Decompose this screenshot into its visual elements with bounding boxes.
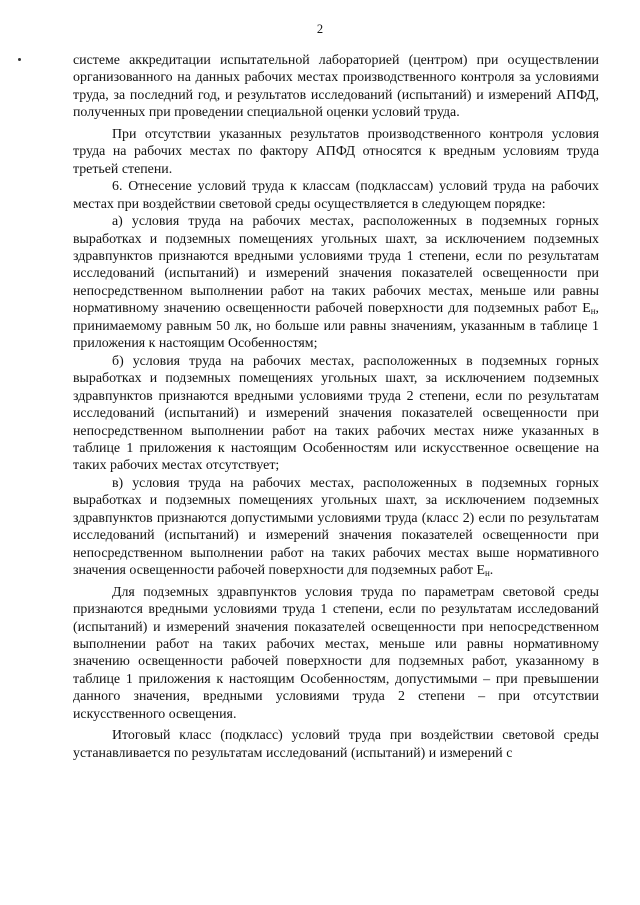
sub-a-text-end: , принимаемому равным 50 лк, но больше или равны значениям, указанным в таблице 1 приложения к настоящим Особенностям; — [73, 301, 599, 352]
norm-subscript: н — [590, 306, 596, 317]
paragraph-final-class: Итоговый класс (подкласс) условий труда при воздействии световой среды устанавливается по результатам исследований (испытаний) и измерений с — [73, 728, 599, 761]
page-number: 2 — [316, 22, 324, 36]
paragraph-item-6: 6. Отнесение условий труда к классам (подклассам) условий труда на рабочих местах при воздействии световой среды осуществляется в следующем порядке: — [73, 179, 599, 212]
norm-subscript: н — [484, 568, 490, 579]
paragraph-sub-b: б) условия труда на рабочих местах, расположенных в подземных горных выработках и подземных помещениях угольных шахт, за исключением подземных здравпунктов признаются вредными условиями труда 2 степени, если по результатам исследований (испытаний) и измерений значения показателей освещенности при непосредственном выполнении работ на таких рабочих местах ниже указанных в таблице 1 приложения к настоящим Особенностям или искусственное освещение на таких рабочих местах отсутствует; — [73, 353, 599, 474]
paragraph-sub-a — [73, 213, 599, 353]
paragraph-no-results: При отсутствии указанных результатов производственного контроля условия труда на рабочих местах по фактору АПФД относятся к вредным условиям труда третьей степени. — [73, 126, 599, 177]
paragraph-continuation: системе аккредитации испытательной лабораторией (центром) при осуществлении организованного на данных рабочих местах производственного контроля за условиями труда, за последний год, и результатов исследований (испытаний) и измерений АПФД, полученных при проведении специальной оценки условий труда. — [73, 53, 599, 121]
sub-v-text: в) условия труда на рабочих местах, расположенных в подземных горных выработках и подземных помещениях угольных шахт, за исключением подземных здравпунктов признаются допустимыми условиями труда (класс 2) если по результатам исследований (испытаний) и измерений значения показателей освещенности при непосредственном выполнении работ на таких рабочих местах выше нормативного значения освещенности рабочей поверхности для подземных работ Е — [73, 475, 599, 579]
sub-v-text-end: . — [489, 563, 494, 579]
scan-speck — [18, 58, 21, 61]
document-body — [73, 52, 599, 762]
paragraph-health-posts: Для подземных здравпунктов условия труда по параметрам световой среды признаются вредными условиями труда 1 степени, если по результатам исследований (испытаний) и измерений значения показателей освещенности при непосредственном выполнении работ на таких рабочих местах, меньше или равны нормативному значению освещенности рабочей поверхности для подземных работ, указанному в таблице 1 приложения к настоящим Особенностям, допустимыми – при превышении данного значения, вредными условиями труда 2 степени – при отсутствии искусственного освещения. — [73, 584, 599, 722]
sub-a-text: а) условия труда на рабочих местах, расположенных в подземных горных выработках и подземных помещениях угольных шахт, за исключением подземных здравпунктов признаются вредными условиями труда 1 степени, если по результатам исследований (испытаний) и измерений значения показателей освещенности при непосредственном выполнении работ на таких рабочих местах, меньше или равны нормативному значению освещенности рабочей поверхности для подземных работ Е — [73, 214, 599, 317]
paragraph-sub-v — [73, 475, 599, 580]
